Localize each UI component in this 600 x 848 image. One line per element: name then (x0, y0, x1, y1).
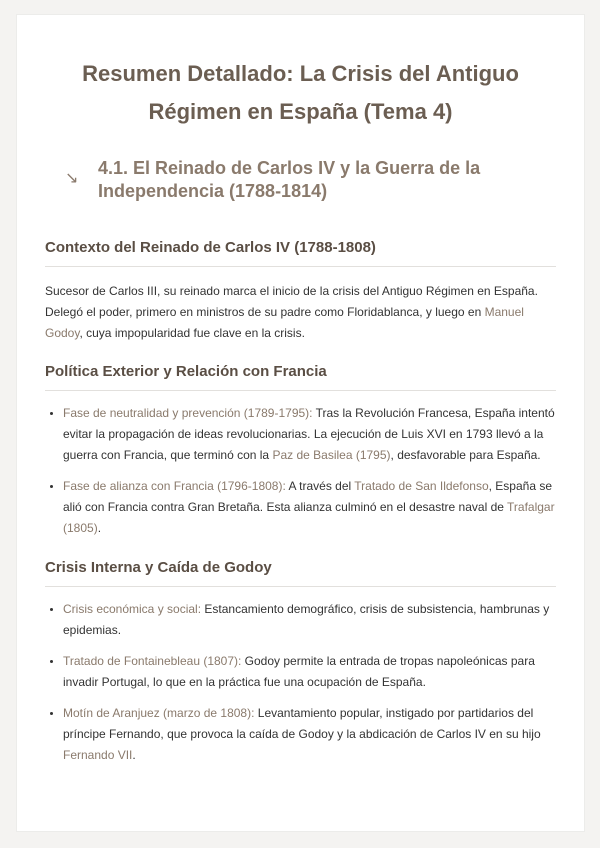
item-text: Estancamiento demográfico, crisis de subsistencia, hambrunas y epidemias. (63, 602, 550, 637)
term-fontainebleau: Tratado de Fontainebleau (1807): (63, 654, 242, 668)
item-text: , desfavorable para España. (390, 448, 541, 462)
context-heading: Contexto del Reinado de Carlos IV (1788-1808) (45, 239, 556, 267)
context-text-1: Sucesor de Carlos III, su reinado marca el inicio de la crisis del Antiguo Régimen en España. Delegó el poder, primero en ministros de su padre como Floridablanca, y luego en (45, 284, 538, 319)
foreign-policy-heading: Política Exterior y Relación con Francia (45, 363, 556, 391)
term-alianza: Fase de alianza con Francia (1796-1808): (63, 479, 286, 493)
list-item (63, 599, 556, 641)
item-text: A través del (285, 479, 355, 493)
link-tratado-san-ildefonso[interactable]: Tratado de San Ildefonso (354, 479, 489, 493)
list-item (63, 403, 556, 466)
item-text: . (97, 521, 102, 535)
context-paragraph (45, 281, 556, 344)
link-fernando-vii[interactable]: Fernando VII (63, 748, 133, 762)
item-text: Tras la Revolución Francesa, España intentó evitar la propagación de ideas revolucionarias. La ejecución de Luis XVI en 1793 llevó a la guerra con Francia, que terminó con la (63, 406, 555, 462)
term-motin-aranjuez: Motín de Aranjuez (marzo de 1808): (63, 706, 255, 720)
link-trafalgar[interactable]: Trafalgar (1805) (63, 500, 555, 535)
link-manuel-godoy[interactable]: Manuel Godoy (45, 305, 524, 340)
link-paz-de-basilea[interactable]: Paz de Basilea (1795) (272, 448, 391, 462)
list-item (63, 651, 556, 693)
internal-crisis-list (45, 599, 556, 766)
item-text: Godoy permite la entrada de tropas napoleónicas para invadir Portugal, lo que en la práctica fue una ocupación de España. (63, 654, 535, 689)
foreign-policy-list (45, 403, 556, 539)
page-title: Resumen Detallado: La Crisis del Antiguo Régimen en España (Tema 4) (82, 61, 519, 124)
section-heading-text: 4.1. El Reinado de Carlos IV y la Guerra de la Independencia (1788-1814) (98, 158, 481, 201)
term-crisis-economica: Crisis económica y social: (63, 602, 202, 616)
list-item (63, 476, 556, 539)
item-text: . (132, 748, 136, 762)
context-text-2: , cuya impopularidad fue clave en la crisis. (79, 326, 305, 340)
item-text: , España se alió con Francia contra Gran Bretaña. Esta alianza culminó en el desastre naval de (63, 479, 552, 514)
section-heading (57, 157, 552, 203)
item-text: Levantamiento popular, instigado por partidarios del príncipe Fernando, que provoca la caída de Godoy y la abdicación de Carlos IV en su hijo (63, 706, 541, 741)
document-content (45, 239, 556, 766)
document-page (16, 14, 585, 832)
internal-crisis-heading: Crisis Interna y Caída de Godoy (45, 559, 556, 587)
term-neutralidad: Fase de neutralidad y prevención (1789-1795): (63, 406, 313, 420)
arrow-down-right-icon: ↘ (65, 168, 79, 187)
list-item (63, 703, 556, 766)
